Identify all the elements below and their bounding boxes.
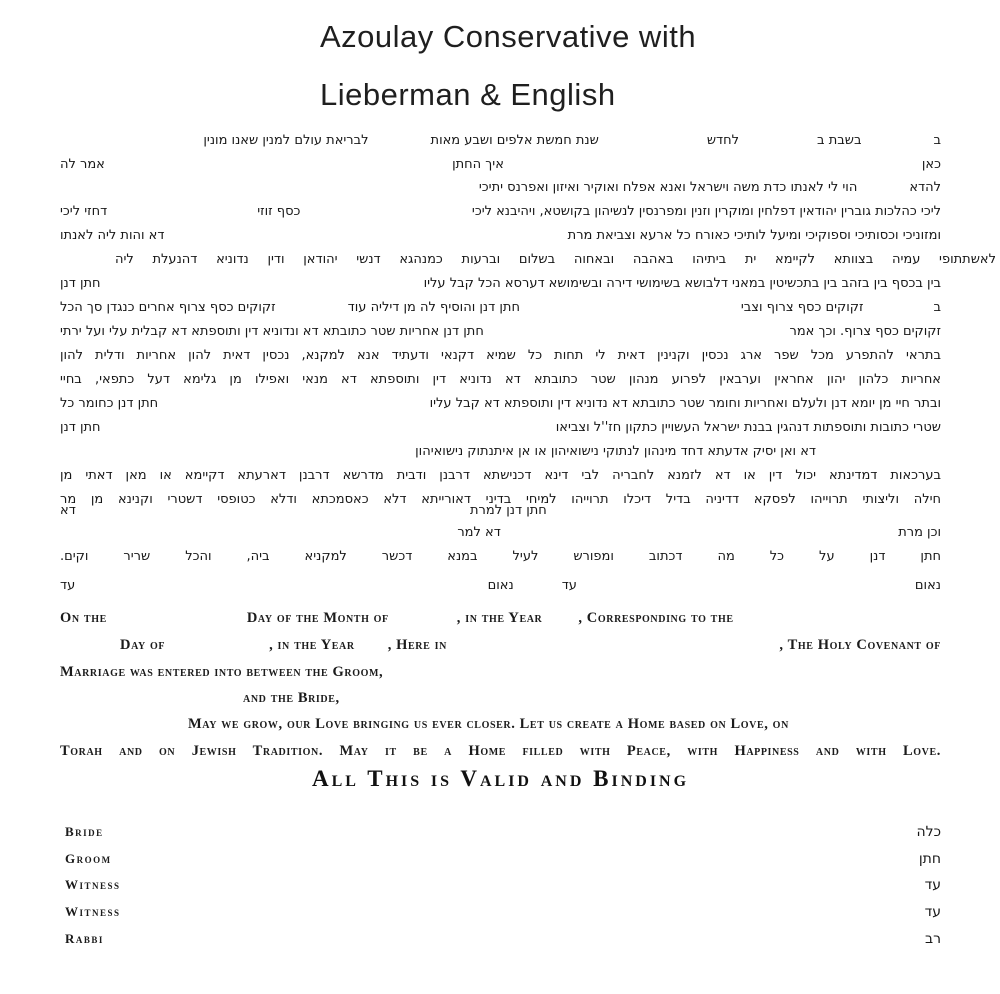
hebrew-text-line xyxy=(60,503,941,523)
english-text-line xyxy=(60,716,941,736)
english-text-line xyxy=(60,637,941,657)
text-segment: , The Holy Covenant of xyxy=(779,637,941,653)
text-segment: נאום xyxy=(914,578,941,593)
text-segment: דא ואן יסיק אדעתא דחד מינהון לנתוקי נישואיהון או אן איתנתוק נישואיהון xyxy=(415,444,816,459)
title-line-2: Lieberman & English xyxy=(320,77,616,112)
english-text-line xyxy=(60,690,941,710)
text-segment: חתן דנן אחריות שטר כתובתא דא ונדוניא דין ותוספתא דא קבלית עלי ועל ירתי xyxy=(60,324,484,339)
hebrew-text-line: בתראי להתפרע מכל שפר ארג נכסין וקנינין דאית לי תחות כל שמיא דקנאי ודעתיד אנא למקנא, נכסין דאית להון אחריות ודלית להון xyxy=(60,348,941,363)
text-segment: , in the Year xyxy=(456,610,543,626)
text-segment: לחדש xyxy=(706,133,740,148)
hebrew-text-line xyxy=(60,133,941,153)
text-segment: הוי לי לאנתו כדת משה וישראל ואנא אפלח ואוקיר ואיזון ואפרנס יתיכי xyxy=(478,180,858,195)
hebrew-text-line xyxy=(60,300,941,320)
text-segment: May we grow, our Love bringing us ever closer. Let us create a Home based on Love, on xyxy=(188,716,789,732)
text-segment: בשבת ב xyxy=(817,133,862,148)
text-segment: ובתר חיי מן יומא דנן ולעלם ואחריות וחומר שטר כתובתא דא נדוניא דין ותוספתא דא קבל עליו xyxy=(429,396,941,411)
english-text-line xyxy=(60,664,941,684)
text-segment: דא xyxy=(60,503,76,518)
text-segment: Marriage was entered into between the Groom, xyxy=(60,664,384,680)
text-segment: ב xyxy=(933,133,941,148)
english-text-line: Torah and on Jewish Tradition. May it be a Home filled with Peace, with Happiness and with Love. xyxy=(60,743,941,759)
hebrew-text-line: חילה וליצותי תרוייהו לפסקא דדיניה בדיל דיכלו תרוייהו למיחי בדיני דאורייתא דלא כאסמכתא ודלא כטופסי דשטרי וקנינא מן מר xyxy=(60,492,941,507)
text-segment: , Corresponding to the xyxy=(578,610,734,626)
text-segment: ב xyxy=(933,300,941,315)
title-line-1: Azoulay Conservative with xyxy=(320,19,697,54)
signature-row xyxy=(60,931,941,953)
hebrew-text-line xyxy=(60,420,941,440)
hebrew-text-line: חתן דנן על כל מה דכתוב ומפורש לעיל במנא דכשר למקניא ביה, והכל שריר וקים. xyxy=(60,549,941,564)
text-segment: וכן מרת xyxy=(898,525,941,540)
text-segment: חתן דנן כחומר כל xyxy=(60,396,159,411)
text-segment: On the xyxy=(60,610,107,626)
page-title xyxy=(320,8,696,124)
text-segment: , Here in xyxy=(387,637,447,653)
signature-row xyxy=(60,851,941,873)
signature-label-hebrew: עד xyxy=(924,877,941,893)
text-segment: איך החתן xyxy=(452,157,504,172)
signature-row xyxy=(60,824,941,846)
text-segment: חתן דנן xyxy=(60,276,101,291)
text-segment: עד xyxy=(561,578,577,593)
text-segment: חתן דנן למרת xyxy=(470,503,547,518)
hebrew-text-line: לאשתתופי עמיה בצוותא לקיימא ית ביתיהו באהבה ובאחוה בשלום וברעות כמנהגא דנשי יהודאן ודין נדוניא דהנעלת ליה xyxy=(115,252,996,267)
hebrew-text-line xyxy=(60,180,941,200)
hebrew-text-line xyxy=(60,228,941,248)
signature-label: Witness xyxy=(65,904,121,919)
hebrew-text-line xyxy=(60,324,941,344)
text-segment: זקוקים כסף צרוף וצבי xyxy=(740,300,864,315)
text-segment: ליכי כהלכות גוברין יהודאין דפלחין ומוקרין וזנין ומפרנסין לנשיהון בקושטא, ויהיבנא ליכי xyxy=(471,204,941,219)
hebrew-text-line xyxy=(60,276,941,296)
signature-label-hebrew: כלה xyxy=(916,824,941,840)
hebrew-text-line: בערכאות דמדינתא יכול דין או דא לזמנא לחבריה לבי דינא דכנישתא דרבנן ודבית מדרשא דרבנן דארעתא דקיימא או מאן דאתי מן xyxy=(60,468,941,483)
text-segment: דחזי ליכי xyxy=(60,204,108,219)
hebrew-text-line xyxy=(60,444,941,464)
hebrew-text-line xyxy=(60,204,941,224)
hebrew-text-line xyxy=(60,578,941,598)
text-segment: דא למר xyxy=(457,525,501,540)
text-segment: דא והות ליה לאנתו xyxy=(60,228,165,243)
hebrew-text-line xyxy=(60,525,941,545)
english-text-line xyxy=(60,610,941,630)
text-segment: שנת חמשת אלפים ושבע מאות xyxy=(430,133,599,148)
signature-label: Groom xyxy=(65,851,112,866)
signature-label-hebrew: עד xyxy=(924,904,941,920)
text-segment: זקוקים כסף צרוף. וכך אמר xyxy=(789,324,941,339)
text-segment: כאן xyxy=(921,157,941,172)
text-segment: , in the Year xyxy=(269,637,355,653)
text-segment: Day of the Month of xyxy=(246,610,389,626)
text-segment: להדא xyxy=(909,180,941,195)
text-segment: חתן דנן xyxy=(60,420,101,435)
hebrew-text-line xyxy=(60,157,941,177)
text-segment: שטרי כתובות ותוספתות דנהגין בבנת ישראל העשויין כתקון חז''ל וצביאו xyxy=(555,420,941,435)
text-segment: זקוקים כסף צרוף אחרים כנגדן סך הכל xyxy=(60,300,276,315)
signature-row xyxy=(60,877,941,899)
text-segment: ומזוניכי וכסותיכי וספוקיכי ומיעל לותיכי כאורח כל ארעא וצביאת מרת xyxy=(567,228,941,243)
hebrew-text-line: אחריות כלהון יהון אחראין וערבאין לפרוע מנהון שטר כתובתא דא נדוניא דין ותוספתא דא מנאי ואפילו מן גלימא דעל כתפאי, בחיי xyxy=(60,372,941,387)
hebrew-text-line xyxy=(60,396,941,416)
signature-label-hebrew: חתן xyxy=(918,851,941,867)
signature-label: Bride xyxy=(65,824,104,839)
text-segment: עד xyxy=(60,578,76,593)
signature-label-hebrew: רב xyxy=(925,931,941,947)
validity-heading: All This is Valid and Binding xyxy=(311,766,690,791)
text-segment: חתן דנן והוסיף לה מן דיליה עוד xyxy=(347,300,520,315)
signature-label: Witness xyxy=(65,877,121,892)
text-segment: כסף זוזי xyxy=(257,204,301,219)
text-segment: אמר לה xyxy=(60,157,105,172)
text-segment: and the Bride, xyxy=(243,690,340,706)
text-segment: Day of xyxy=(120,637,166,653)
signature-row xyxy=(60,904,941,926)
text-segment: נאום xyxy=(487,578,514,593)
signature-label: Rabbi xyxy=(65,931,104,946)
text-segment: בין בכסף בין בזהב בין בתכשיטין במאני דלבושא בשימושי דירה ובשימושא דערסא הכל קבל עליו xyxy=(423,276,941,291)
text-segment: לבריאת עולם למנין שאנו מונין xyxy=(203,133,369,148)
